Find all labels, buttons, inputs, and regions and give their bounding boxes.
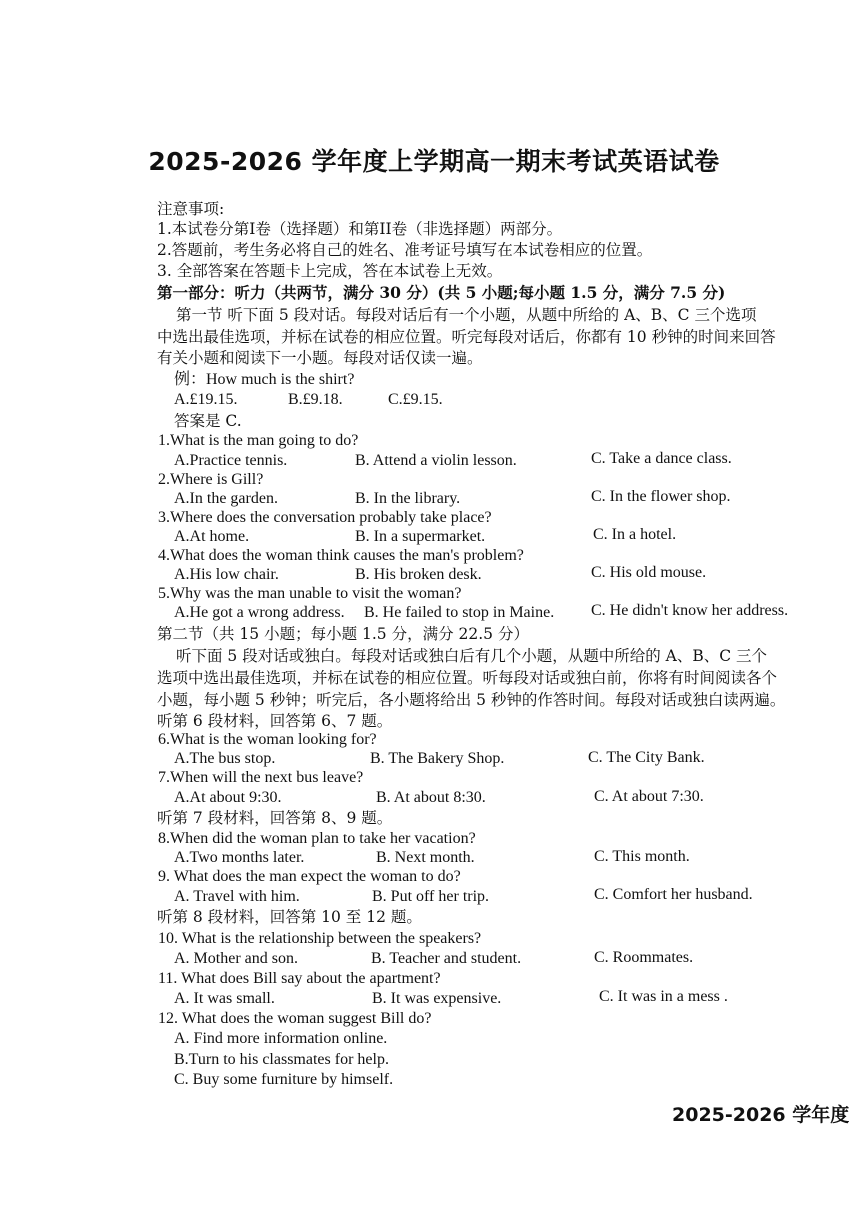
question-5-option-c: C. He didn't know her address. [591, 602, 789, 619]
question-10-option-b: B. Teacher and student. [371, 950, 522, 967]
question-1-option-b: B. Attend a violin lesson. [355, 452, 517, 469]
question-7-option-a: A.At about 9:30. [174, 789, 282, 806]
example-option-a: A.£19.15. [174, 391, 238, 408]
example-answer: 答案是 C. [174, 412, 242, 430]
question-9-option-b: B. Put off her trip. [372, 888, 490, 905]
question-7: 7.When will the next bus leave? [158, 769, 364, 786]
question-8-option-c: C. This month. [594, 848, 690, 865]
question-5-option-b: B. He failed to stop in Maine. [364, 604, 555, 621]
question-8-option-a: A.Two months later. [174, 849, 305, 866]
question-6-option-b: B. The Bakery Shop. [370, 750, 505, 767]
question-6: 6.What is the woman looking for? [158, 731, 377, 748]
question-9: 9. What does the man expect the woman to do? [158, 868, 461, 885]
example-question: 例：How much is the shirt? [174, 371, 355, 388]
question-9-option-a: A. Travel with him. [174, 888, 300, 905]
question-3-option-c: C. In a hotel. [593, 526, 677, 543]
question-4-option-b: B. His broken desk. [355, 566, 482, 583]
question-11-option-a: A. It was small. [174, 990, 275, 1007]
question-2-option-a: A.In the garden. [174, 490, 278, 507]
question-11-option-b: B. It was expensive. [372, 990, 502, 1007]
footer-year-label: 2025-2026 学年度 [672, 1104, 850, 1126]
example-option-c: C.£9.15. [388, 391, 443, 408]
question-12-option-a: A. Find more information online. [174, 1030, 388, 1047]
question-4: 4.What does the woman think causes the man's problem? [158, 547, 524, 564]
example-option-b: B.£9.18. [288, 391, 343, 408]
section1-instruction-3: 有关小题和阅读下一小题。每段对话仅读一遍。 [157, 349, 483, 367]
question-12: 12. What does the woman suggest Bill do? [158, 1010, 432, 1027]
question-6-option-c: C. The City Bank. [588, 749, 705, 766]
question-5: 5.Why was the man unable to visit the woman? [158, 585, 462, 602]
section2-heading: 第二节（共 15 小题；每小题 1.5 分，满分 22.5 分） [157, 625, 529, 643]
question-7-option-c: C. At about 7:30. [594, 788, 704, 805]
question-1-option-c: C. Take a dance class. [591, 450, 732, 467]
section1-instruction-2: 中选出最佳选项，并标在试卷的相应位置。听完每段对话后，你都有 10 秒钟的时间来回答 [157, 328, 776, 346]
section2-instruction-2: 选项中选出最佳选项，并标在试卷的相应位置。听每段对话或独白前，你将有时间阅读各个 [157, 669, 778, 687]
exam-title: 2025-2026 学年度上学期高一期末考试英语试卷 [148, 147, 720, 176]
question-8: 8.When did the woman plan to take her vacation? [158, 830, 476, 847]
section2-instruction-1: 听下面 5 段对话或独白。每段对话或独白后有几个小题，从题中所给的 A、B、C 三个 [176, 647, 768, 665]
question-10: 10. What is the relationship between the speakers? [158, 930, 482, 947]
question-3-option-a: A.At home. [174, 528, 250, 545]
notice-item-1: 1.本试卷分第I卷（选择题）和第II卷（非选择题）两部分。 [157, 220, 563, 238]
question-3-option-b: B. In a supermarket. [355, 528, 486, 545]
question-1: 1.What is the man going to do? [158, 432, 359, 449]
question-9-option-c: C. Comfort her husband. [594, 886, 753, 903]
question-4-option-c: C. His old mouse. [591, 564, 707, 581]
section1-instruction-1: 第一节 听下面 5 段对话。每段对话后有一个小题，从题中所给的 A、B、C 三个选项 [176, 306, 757, 324]
question-3: 3.Where does the conversation probably take place? [158, 509, 492, 526]
material-6-instruction: 听第 6 段材料，回答第 6、7 题。 [157, 712, 393, 730]
question-8-option-b: B. Next month. [376, 849, 475, 866]
question-2: 2.Where is Gill? [158, 471, 264, 488]
question-5-option-a: A.He got a wrong address. [174, 604, 345, 621]
question-7-option-b: B. At about 8:30. [376, 789, 486, 806]
material-8-instruction: 听第 8 段材料，回答第 10 至 12 题。 [157, 908, 422, 926]
question-11-option-c: C. It was in a mess . [599, 988, 728, 1005]
question-10-option-c: C. Roommates. [594, 949, 694, 966]
question-10-option-a: A. Mother and son. [174, 950, 298, 967]
question-4-option-a: A.His low chair. [174, 566, 279, 583]
notice-heading: 注意事项: [157, 200, 225, 218]
question-2-option-b: B. In the library. [355, 490, 461, 507]
question-2-option-c: C. In the flower shop. [591, 488, 731, 505]
question-11: 11. What does Bill say about the apartment? [158, 970, 441, 987]
question-1-option-a: A.Practice tennis. [174, 452, 288, 469]
section2-instruction-3: 小题，每小题 5 秒钟；听完后，各小题将给出 5 秒钟的作答时间。每段对话或独白读两遍。 [157, 691, 786, 709]
part1-heading: 第一部分：听力（共两节，满分 30 分）(共 5 小题;每小题 1.5 分，满分 7.5 分) [157, 283, 726, 302]
notice-item-2: 2.答题前，考生务必将自己的姓名、准考证号填写在本试卷相应的位置。 [157, 241, 653, 259]
question-12-option-b: B.Turn to his classmates for help. [174, 1051, 389, 1068]
notice-item-3: 3. 全部答案在答题卡上完成，答在本试卷上无效。 [157, 262, 503, 280]
material-7-instruction: 听第 7 段材料，回答第 8、9 题。 [157, 809, 393, 827]
question-6-option-a: A.The bus stop. [174, 750, 276, 767]
question-12-option-c: C. Buy some furniture by himself. [174, 1071, 394, 1088]
